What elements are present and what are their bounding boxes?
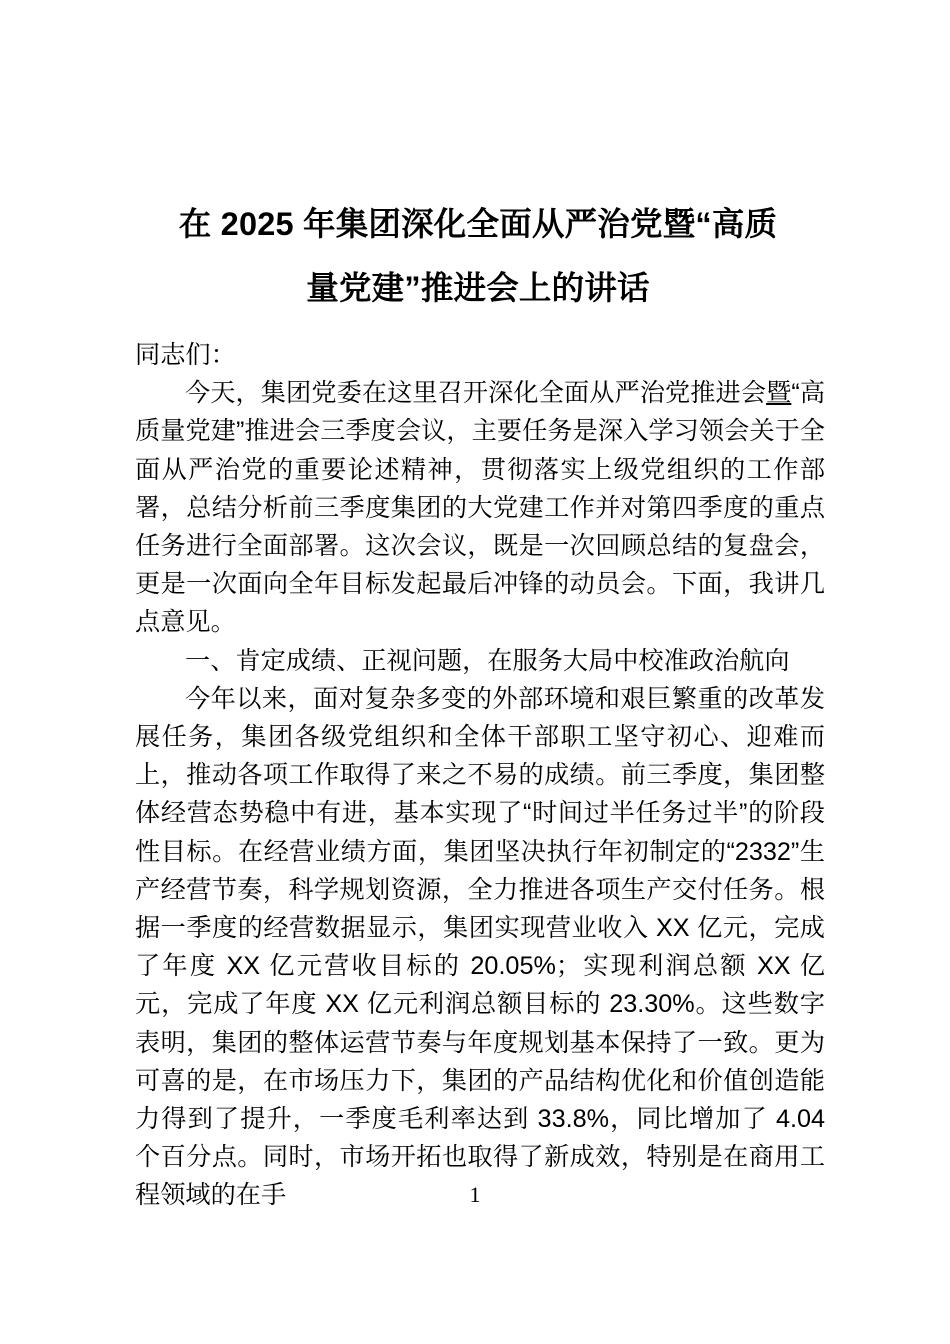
glyph-artifact-underline: 暨 <box>766 379 792 408</box>
paragraph-opening-rest: “高质量党建”推进会三季度会议，主要任务是深入学习领会关于全面从严治党的重要论述精神，贯彻落实上级党组织的工作部署，总结分析前三季度集团的大党建工作并对第四季度的重点任务进行全面部署。这次会议，既是一次回顾总结的复盘会，更是一次面向全年目标发起最后冲锋的动员会。下面，我讲几点意见。 <box>135 379 826 637</box>
page-number: 1 <box>469 1182 481 1207</box>
document-body <box>135 336 825 1215</box>
page-title <box>135 192 821 320</box>
title-line-2: 量党建”推进会上的讲话 <box>306 269 650 306</box>
paragraph-opening-lead: 今天，集团党委在这里召开深化全面从严治党推进会 <box>185 379 767 408</box>
section-heading-one: 一、肯定成绩、正视问题，在服务大局中校准政治航向 <box>185 646 790 675</box>
salutation-line: 同志们： <box>135 341 236 369</box>
paragraph-section-one-body: 今年以来，面对复杂多变的外部环境和艰巨繁重的改革发展任务，集团各级党组织和全体干部职工坚守初心、迎难而上，推动各项工作取得了来之不易的成绩。前三季度，集团整体经营态势稳中有进，基本实现了“时间过半任务过半”的阶段性目标。在经营业绩方面，集团坚决执行年初制定的“2332”生产经营节奏，科学规划资源，全力推进各项生产交付任务。根据一季度的经营数据显示，集团实现营业收入 XX 亿元，完成了年度 XX 亿元营收目标的 20.05%；实现利润总额 XX 亿元，完成了年度 XX 亿元利润总额目标的 23.30%。这些数字表明，集团的整体运营节奏与年度规划基本保持了一致。更为可喜的是，在市场压力下，集团的产品结构优化和价值创造能力得到了提升，一季度毛利率达到 33.8%，同比增加了 4.04 个百分点。同时，市场开拓也取得了新成效，特别是在商用工程领域的在手 <box>135 684 825 1210</box>
paragraph-opening <box>135 374 825 641</box>
title-line-1: 在 2025 年集团深化全面从严治党暨“高质 <box>178 205 778 242</box>
